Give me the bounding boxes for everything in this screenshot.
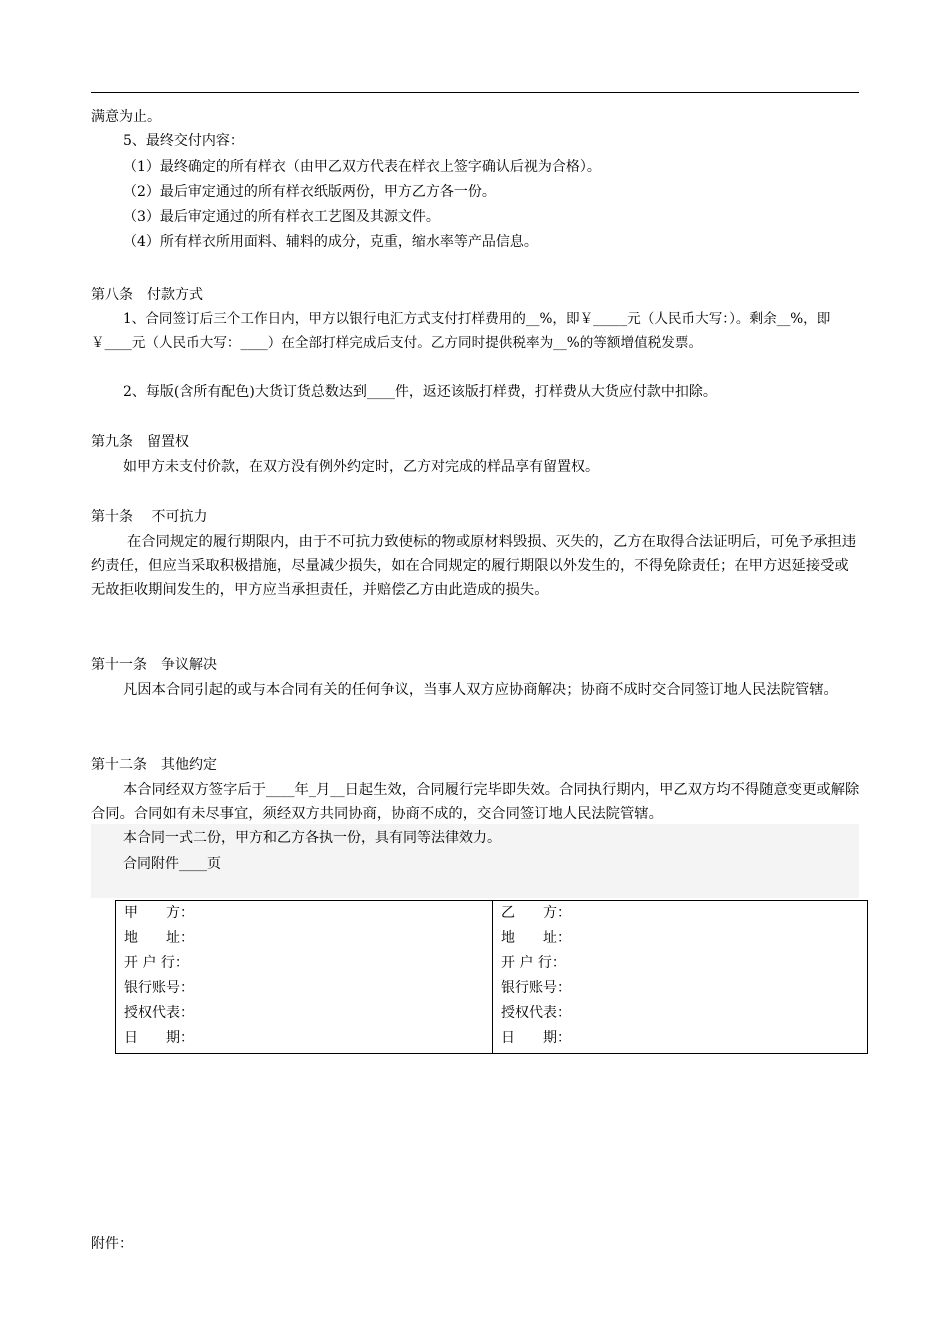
party-b-account: 银行账号：: [501, 980, 571, 996]
party-a-name: 甲 方：: [124, 905, 194, 921]
party-a-account: 银行账号：: [124, 980, 194, 996]
header-rule: [91, 92, 859, 93]
article-8-para-2: 2、每版(含所有配色)大货订货总数达到____件，返还该版打样费，打样费从大货应付款中扣除。: [123, 384, 717, 400]
attachment-label: 附件：: [91, 1236, 133, 1252]
text-line: 满意为止。: [91, 109, 161, 125]
delivery-item-4: （4）所有样衣所用面料、辅料的成分，克重，缩水率等产品信息。: [123, 234, 538, 250]
party-a-representative: 授权代表：: [124, 1005, 194, 1021]
article-8-para-1: 1、合同签订后三个工作日内，甲方以银行电汇方式支付打样费用的__%，即￥_____元（人民币大写：）。剩余__%，即￥____元（人民币大写：____）在全部打样完成后支付。乙方同时提供税率为__%的等额增值税发票。: [91, 311, 831, 351]
article-8-heading: 第八条 付款方式: [91, 287, 203, 303]
delivery-item-2: （2）最后审定通过的所有样衣纸版两份，甲方乙方各一份。: [123, 184, 496, 200]
article-11-heading: 第十一条 争议解决: [91, 657, 217, 673]
party-b-representative: 授权代表：: [501, 1005, 571, 1021]
party-b-date: 日 期：: [501, 1030, 571, 1046]
article-9-para-1: 如甲方未支付价款，在双方没有例外约定时，乙方对完成的样品享有留置权。: [123, 459, 599, 475]
delivery-heading: 5、最终交付内容：: [123, 133, 244, 149]
article-12-para-3: 合同附件____页: [123, 856, 221, 872]
party-b-name: 乙 方：: [501, 905, 571, 921]
party-a-date: 日 期：: [124, 1030, 194, 1046]
signature-table: [115, 900, 868, 1054]
article-12-heading: 第十二条 其他约定: [91, 757, 217, 773]
article-9-heading: 第九条 留置权: [91, 434, 189, 450]
party-a-column: [116, 901, 492, 1053]
party-b-bank: 开 户 行：: [501, 955, 566, 971]
party-b-column: [492, 901, 869, 1053]
article-12-para-1: 本合同经双方签字后于____年_月__日起生效，合同履行完毕即失效。合同执行期内，甲乙双方均不得随意变更或解除合同。合同如有未尽事宜，须经双方共同协商，协商不成的，交合同签订地人民法院管辖。: [91, 782, 860, 822]
article-12-para-2: 本合同一式二份，甲方和乙方各执一份，具有同等法律效力。: [123, 830, 501, 846]
party-b-address: 地 址：: [501, 930, 571, 946]
party-a-bank: 开 户 行：: [124, 955, 189, 971]
article-11-para-1: 凡因本合同引起的或与本合同有关的任何争议，当事人双方应协商解决；协商不成时交合同签订地人民法院管辖。: [123, 682, 838, 698]
delivery-item-1: （1）最终确定的所有样衣（由甲乙双方代表在样衣上签字确认后视为合格）。: [123, 159, 601, 175]
delivery-item-3: （3）最后审定通过的所有样衣工艺图及其源文件。: [123, 209, 440, 225]
article-10-para-1: 在合同规定的履行期限内，由于不可抗力致使标的物或原材料毁损、灭失的，乙方在取得合法证明后，可免予承担违约责任，但应当采取积极措施，尽量减少损失，如在合同规定的履行期限以外发生的，不得免除责任；在甲方迟延接受或无故拒收期间发生的，甲方应当承担责任，并赔偿乙方由此造成的损失。: [91, 534, 857, 598]
party-a-address: 地 址：: [124, 930, 194, 946]
article-10-heading: 第十条 不可抗力: [91, 509, 208, 525]
